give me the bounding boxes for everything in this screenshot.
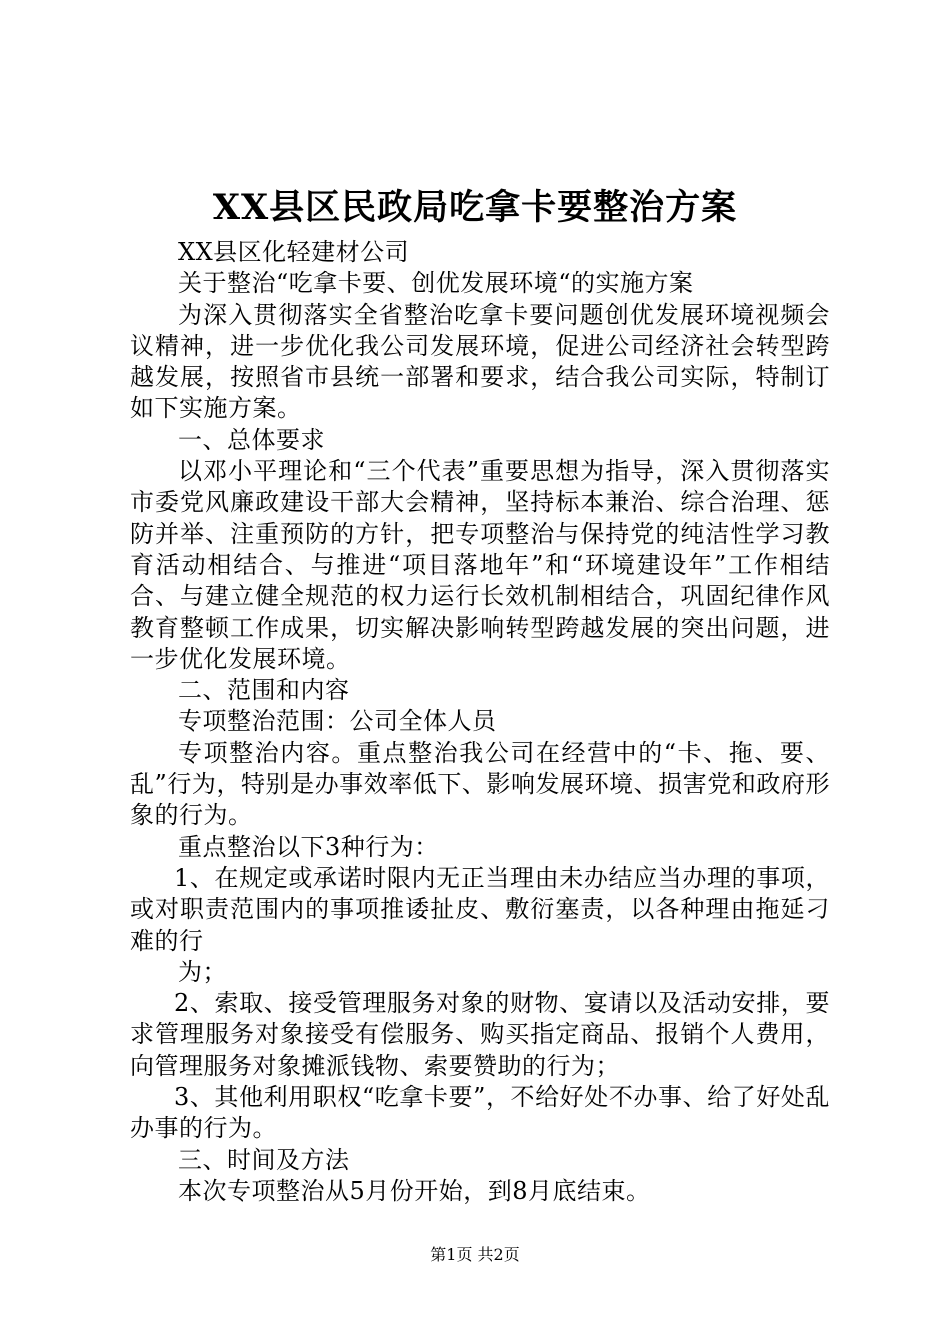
paragraph-three-behaviors: 重点整治以下3种行为： <box>178 832 439 861</box>
paragraph-company-name: XX县区化轻建材公司 <box>178 238 410 266</box>
document-title: XX县区民政局吃拿卡要整治方案 <box>212 187 738 228</box>
page-number-footer: 第1页 共2页 <box>430 1245 520 1264</box>
paragraph-intro: 为深入贯彻落实全省整治吃拿卡要问题创优发展环境视频会议精神，进一步优化我公司发展环境，促进公司经济社会转型跨越发展，按照省市县统一部署和要求，结合我公司实际，特制订如下实施方案。 <box>130 300 830 423</box>
paragraph-time: 本次专项整治从5月份开始，到8月底结束。 <box>178 1176 651 1205</box>
paragraph-scope: 专项整治范围：公司全体人员 <box>178 707 497 736</box>
list-item-behavior-3: 3、其他利用职权“吃拿卡要”，不给好处不办事、给了好处乱办事的行为。 <box>130 1083 830 1143</box>
section-heading-general-requirements: 一、总体要求 <box>178 425 325 454</box>
list-item-behavior-1: 1、在规定或承诺时限内无正当理由未办结应当办理的事项，或对职责范围内的事项推诿扯皮、敷衍塞责，以各种理由拖延刁难的行 <box>130 863 830 955</box>
paragraph-plan-heading: 关于整治“吃拿卡要、创优发展环境“的实施方案 <box>178 269 694 298</box>
section-heading-time-method: 三、时间及方法 <box>178 1145 350 1174</box>
section-heading-scope-content: 二、范围和内容 <box>178 676 350 705</box>
list-item-behavior-2: 2、索取、接受管理服务对象的财物、宴请以及活动安排，要求管理服务对象接受有偿服务、购买指定商品、报销个人费用，向管理服务对象摊派钱物、索要赞助的行为； <box>130 989 830 1080</box>
paragraph-general-requirements: 以邓小平理论和“三个代表”重要思想为指导，深入贯彻落实市委党风廉政建设干部大会精神，坚持标本兼治、综合治理、惩防并举、注重预防的方针，把专项整治与保持党的纯洁性学习教育活动相结合、与推进“项目落地年”和“环境建设年”工作相结合、与建立健全规范的权力运行长效机制相结合，巩固纪律作风教育整顿工作成果，切实解决影响转型跨越发展的突出问题，进一步优化发展环境。 <box>130 457 830 673</box>
document-body <box>130 237 830 1207</box>
list-item-behavior-1-continued: 为； <box>178 957 227 986</box>
paragraph-content: 专项整治内容。重点整治我公司在经营中的“卡、拖、要、乱”行为，特别是办事效率低下、影响发展环境、损害党和政府形象的行为。 <box>130 738 830 830</box>
